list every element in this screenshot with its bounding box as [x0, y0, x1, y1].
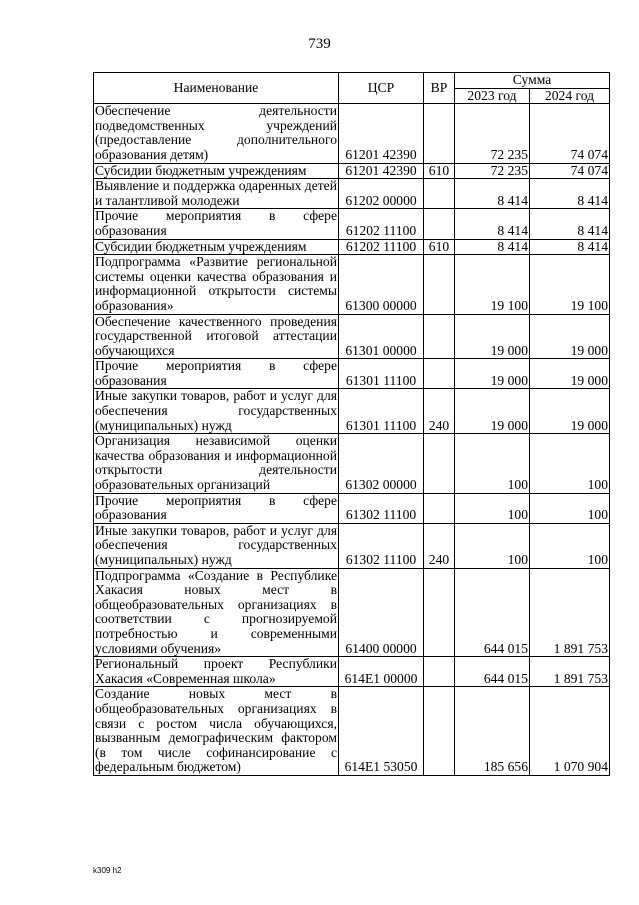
row-name: Создание новых мест в общеобразовательных организациях в связи с ростом числа обучающихся, вызванным демографическим фактором (в том числе софинансирование с федеральным бюджетом) — [95, 686, 337, 775]
row-csr: 61302 11100 — [339, 493, 424, 523]
row-csr: 61301 11100 — [339, 389, 424, 434]
table-row — [94, 687, 610, 776]
row-value-2023: 19 100 — [455, 255, 530, 314]
row-name: Подпрограмма «Развитие региональной системы оценки качества образования и информационной открытости системы образования» — [95, 254, 337, 313]
row-vr: 240 — [424, 389, 455, 434]
row-value-2024: 8 414 — [530, 239, 610, 255]
table-row — [94, 523, 610, 568]
row-value-2023: 8 414 — [455, 209, 530, 239]
table-row — [94, 568, 610, 657]
row-vr — [424, 493, 455, 523]
row-value-2023: 644 015 — [455, 657, 530, 687]
row-name: Выявление и поддержка одаренных детей и талантливой молодежи — [95, 178, 337, 208]
row-name: Иные закупки товаров, работ и услуг для обеспечения государственных (муниципальных) нужд — [95, 388, 337, 433]
table-row — [94, 163, 610, 179]
row-name: Иные закупки товаров, работ и услуг для обеспечения государственных (муниципальных) нужд — [95, 522, 337, 567]
row-name: Прочие мероприятия в сфере образования — [95, 358, 337, 388]
table-row — [94, 209, 610, 239]
row-vr — [424, 314, 455, 359]
row-value-2023: 8 414 — [455, 179, 530, 209]
row-name: Субсидии бюджетным учреждениям — [94, 163, 339, 179]
row-value-2024: 8 414 — [530, 179, 610, 209]
row-vr — [424, 657, 455, 687]
row-vr — [424, 568, 455, 657]
table-row — [94, 179, 610, 209]
header-2023: 2023 год — [455, 88, 530, 104]
row-csr: 61202 11100 — [339, 239, 424, 255]
table-row — [94, 104, 610, 163]
header-2024: 2024 год — [530, 88, 610, 104]
row-value-2024: 100 — [530, 523, 610, 568]
row-value-2023: 19 000 — [455, 389, 530, 434]
row-vr — [424, 434, 455, 493]
table-row — [94, 434, 610, 493]
row-csr: 61201 42390 — [339, 104, 424, 163]
row-csr: 61302 11100 — [339, 523, 424, 568]
row-vr: 610 — [424, 239, 455, 255]
row-name: Субсидии бюджетным учреждениям — [94, 239, 339, 255]
row-csr: 614E1 53050 — [339, 687, 424, 776]
table-row — [94, 359, 610, 389]
row-csr: 61202 11100 — [339, 209, 424, 239]
budget-table — [93, 72, 610, 776]
row-csr: 61201 42390 — [339, 163, 424, 179]
row-name: Обеспечение деятельности подведомственных учреждений (предоставление дополнительного образования детям) — [95, 103, 337, 162]
row-value-2024: 19 000 — [530, 314, 610, 359]
row-value-2024: 74 074 — [530, 104, 610, 163]
row-value-2023: 72 235 — [455, 163, 530, 179]
row-csr: 61202 00000 — [339, 179, 424, 209]
row-vr — [424, 687, 455, 776]
header-sum: Сумма — [455, 73, 610, 89]
table-row — [94, 657, 610, 687]
row-name: Прочие мероприятия в сфере образования — [95, 492, 337, 523]
row-value-2024: 100 — [530, 434, 610, 493]
row-name: Подпрограмма «Создание в Республике Хакасия новых мест в общеобразовательных организациях в соответствии с прогнозируемой потребностью и современными условиями обучения» — [95, 567, 337, 656]
row-vr: 610 — [424, 163, 455, 179]
row-value-2024: 19 000 — [530, 389, 610, 434]
row-csr: 61400 00000 — [339, 568, 424, 657]
table-row — [94, 314, 610, 359]
table-row — [94, 255, 610, 314]
row-value-2023: 19 000 — [455, 359, 530, 389]
row-vr — [424, 359, 455, 389]
row-value-2023: 100 — [455, 493, 530, 523]
row-value-2023: 185 656 — [455, 687, 530, 776]
header-row — [94, 73, 610, 89]
row-value-2023: 644 015 — [455, 568, 530, 657]
row-value-2024: 1 891 753 — [530, 657, 610, 687]
row-vr — [424, 255, 455, 314]
row-vr — [424, 209, 455, 239]
row-value-2024: 1 070 904 — [530, 687, 610, 776]
header-vr: ВР — [424, 73, 455, 104]
row-value-2023: 8 414 — [455, 239, 530, 255]
row-value-2023: 72 235 — [455, 104, 530, 163]
page-number: 739 — [308, 36, 331, 52]
row-csr: 61301 00000 — [339, 314, 424, 359]
row-value-2023: 100 — [455, 434, 530, 493]
table-row — [94, 493, 610, 523]
header-name: Наименование — [94, 73, 339, 104]
row-value-2023: 19 000 — [455, 314, 530, 359]
row-value-2024: 74 074 — [530, 163, 610, 179]
row-vr — [424, 179, 455, 209]
row-value-2024: 19 000 — [530, 359, 610, 389]
row-vr: 240 — [424, 523, 455, 568]
row-value-2024: 8 414 — [530, 209, 610, 239]
row-csr: 61302 00000 — [339, 434, 424, 493]
row-csr: 61300 00000 — [339, 255, 424, 314]
table-row — [94, 239, 610, 255]
row-value-2024: 19 100 — [530, 255, 610, 314]
row-name: Организация независимой оценки качества образования и информационной открытости деятельности образовательных организаций — [95, 433, 337, 493]
row-name: Прочие мероприятия в сфере образования — [95, 208, 337, 238]
header-csr: ЦСР — [339, 73, 424, 104]
row-value-2024: 1 891 753 — [530, 568, 610, 657]
row-csr: 614E1 00000 — [339, 657, 424, 687]
row-value-2023: 100 — [455, 523, 530, 568]
row-name: Региональный проект Республики Хакасия «Современная школа» — [95, 656, 337, 686]
row-csr: 61301 11100 — [339, 359, 424, 389]
row-name: Обеспечение качественного проведения государственной итоговой аттестации обучающихся — [95, 313, 337, 358]
table-row — [94, 389, 610, 434]
row-vr — [424, 104, 455, 163]
row-value-2024: 100 — [530, 493, 610, 523]
footer-code: k309 h2 — [93, 866, 122, 875]
